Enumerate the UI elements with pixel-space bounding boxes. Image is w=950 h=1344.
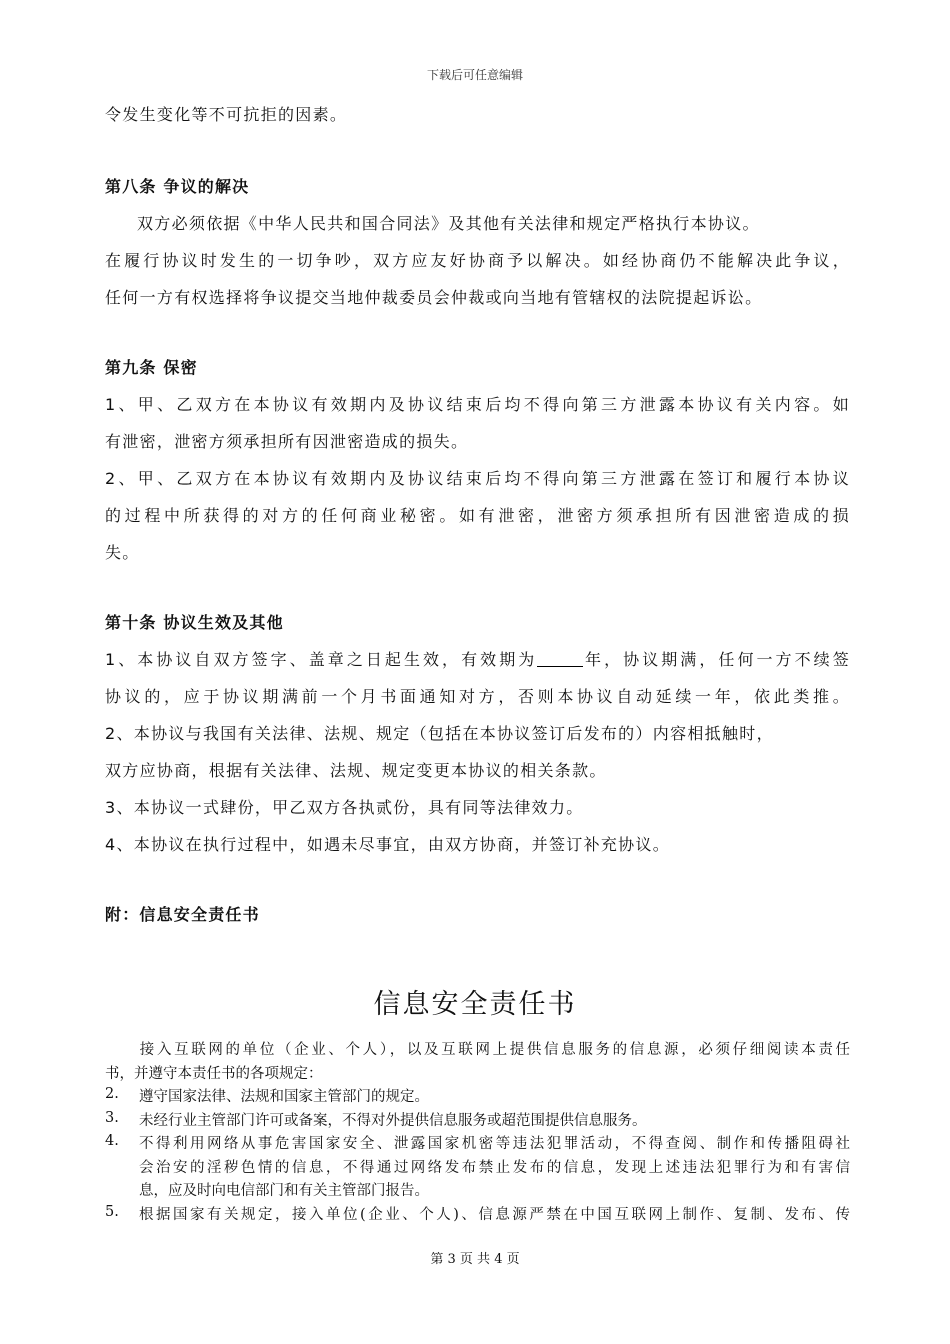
article10-line1-end: 年，协议期满，任何一方不续签 [583,650,850,669]
article10-heading: 第十条 协议生效及其他 [105,613,284,632]
article9-heading: 第九条 保密 [105,358,198,377]
article10-line: 3、本协议一式肆份，甲乙双方各执贰份，具有同等法律效力。 [105,798,584,817]
security-item [105,1086,850,1110]
article9-line: 失。 [105,543,140,562]
continuation-line: 令发生变化等不可抗拒的因素。 [105,105,348,124]
validity-years-blank [537,650,583,667]
item-number: 3. [105,1109,119,1126]
article8-line: 双方必须依据《中华人民共和国合同法》及其他有关法律和规定严格执行本协议。 [137,214,760,233]
attachment-heading: 附：信息安全责任书 [105,905,260,924]
article10-line1-start: 1、本协议自双方签字、盖章之日起生效，有效期为 [105,650,538,669]
security-item [105,1204,850,1228]
article10-line: 2、本协议与我国有关法律、法规、规定（包括在本协议签订后发布的）内容相抵触时， [105,724,774,743]
article10-line [105,641,850,678]
page-header: 下载后可任意编辑 [426,68,523,82]
article8-line: 在履行协议时发生的一切争吵，双方应友好协商予以解决。如经协商仍不能解决此争议， [105,251,850,270]
article9-line: 2、甲、乙双方在本协议有效期内及协议结束后均不得向第三方泄露在签订和履行本协议 [105,469,850,488]
security-intro: 书，并遵守本责任书的各项规定： [105,1065,323,1082]
spacer [105,863,850,896]
item-text: 遵守国家法律、法规和国家主管部门的规定。 [139,1089,429,1105]
item-text: 根据国家有关规定，接入单位(企业、个人)、信息源严禁在中国互联网上制作、复制、发布、传 [139,1206,850,1223]
article9-line: 的过程中所获得的对方的任何商业秘密。如有泄密，泄密方须承担所有因泄密造成的损 [105,506,850,525]
item-number: 5. [105,1203,119,1220]
item-text: 未经行业主管部门许可或备案，不得对外提供信息服务或超范围提供信息服务。 [139,1112,647,1129]
item-text: 不得利用网络从事危害国家安全、泄露国家机密等违法犯罪活动，不得查阅、制作和传播阻碍社 [139,1136,850,1152]
spacer [105,316,850,349]
security-intro: 接入互联网的单位（企业、个人），以及互联网上提供信息服务的信息源，必须仔细阅读本责任 [139,1042,850,1058]
item-number: 2. [105,1086,119,1102]
article10-line: 双方应协商，根据有关法律、法规、规定变更本协议的相关条款。 [105,761,607,780]
security-item [105,1110,850,1134]
article9-line: 1、甲、乙双方在本协议有效期内及协议结束后均不得向第三方泄露本协议有关内容。如 [105,395,850,414]
item-text: 息，应及时向电信部门和有关主管部门报告。 [139,1183,429,1199]
article10-line: 4、本协议在执行过程中，如遇未尽事宜，由双方协商，并签订补充协议。 [105,835,671,854]
security-title: 信息安全责任书 [373,989,577,1020]
article10-line: 协议的，应于协议期满前一个月书面通知对方，否则本协议自动延续一年，依此类推。 [105,687,850,706]
spacer [105,133,850,168]
security-body [105,1039,850,1227]
item-number: 4. [105,1133,119,1149]
agreement-body [105,96,850,933]
article8-heading: 第八条 争议的解决 [105,177,250,196]
security-item [105,1133,850,1204]
item-text: 会治安的淫秽色情的信息，不得通过网络发布禁止发布的信息，发现上述违法犯罪行为和有害信 [139,1159,850,1176]
spacer [105,571,850,604]
page-footer: 第 3 页 共 4 页 [430,1252,520,1267]
article8-line: 任何一方有权选择将争议提交当地仲裁委员会仲裁或向当地有管辖权的法院提起诉讼。 [105,288,763,307]
article9-line: 有泄密，泄密方须承担所有因泄密造成的损失。 [105,432,469,451]
